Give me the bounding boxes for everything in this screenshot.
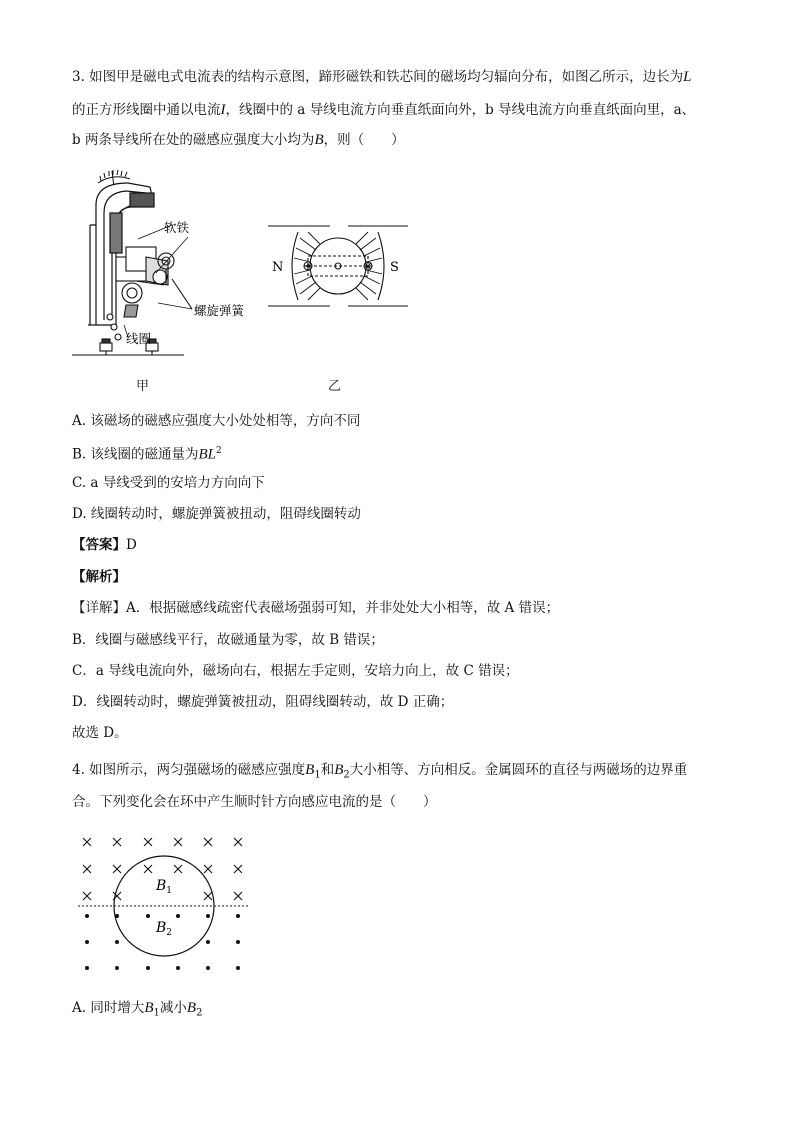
q4-option-a (72, 998, 202, 1024)
dot-marker (85, 914, 89, 918)
option-b-sup: 2 (216, 446, 222, 456)
analysis-label: 【解析】 (72, 569, 126, 585)
var-I: I (220, 102, 226, 118)
figure-jia-galvanometer (68, 165, 248, 365)
q3-line-3 (72, 130, 405, 150)
q3-text: 3. 如图甲是磁电式电流表的结构示意图，蹄形磁铁和铁芯间的磁场均匀辐向分布，如图乙所示，边长为 (72, 69, 684, 85)
n-pole-face (292, 232, 298, 300)
dot-marker (206, 966, 210, 970)
option-b-text: B. 该线圈的磁通量为 (72, 446, 199, 463)
cross-marker (113, 838, 121, 846)
q3-text: ，线圈中的 a 导线电流方向垂直纸面向外，b 导线电流方向垂直纸面向里，a、 (225, 102, 696, 118)
q4-option-a-mid: 减小 (159, 1000, 187, 1016)
q4-option-a-b2-sub: 2 (196, 1007, 203, 1019)
option-b (72, 441, 222, 465)
label-coil: 线圈 (126, 331, 152, 346)
wire-a-dot (307, 265, 309, 267)
q3-line-2 (72, 100, 695, 120)
q4-text: 4. 如图所示，两匀强磁场的磁感应强度 (72, 762, 306, 778)
dot-marker (236, 940, 240, 944)
q4-option-a-b1: B (144, 1000, 154, 1016)
dot-marker (236, 914, 240, 918)
option-b-expr: BL (198, 446, 217, 463)
q3-text: b 两条导线所在处的磁感应强度大小均为 (72, 132, 315, 148)
cross-marker (174, 838, 182, 846)
q4-option-a-b1-sub: 1 (153, 1007, 160, 1019)
var-B2-sub: 2 (343, 769, 350, 781)
cross-marker (204, 838, 212, 846)
label-n-pole: N (272, 260, 284, 275)
option-d: D. 线圈转动时，螺旋弹簧被扭动，阻碍线圈转动 (72, 506, 361, 522)
dot-marker (176, 966, 180, 970)
caption-jia: 甲 (136, 379, 150, 394)
figure-q4-magnetic-fields (72, 830, 252, 980)
dot-marker (85, 940, 89, 944)
q3-text: ，则（ ） (323, 132, 405, 148)
var-B1-sub: 1 (314, 769, 321, 781)
label-spring: 螺旋弹簧 (194, 303, 245, 318)
detail-line-1: 【详解】A．根据磁感线疏密代表磁场强弱可知，并非处处大小相等，故 A 错误； (72, 600, 560, 616)
detail-line-2: B．线圈与磁感线平行，故磁通量为零，故 B 错误； (72, 632, 384, 648)
dot-marker (146, 966, 150, 970)
detail-line-3: C．a 导线电流向外，磁场向右，根据左手定则，安培力向上，故 C 错误； (72, 663, 519, 679)
figure-yi-radial-field (264, 218, 414, 314)
cross-marker (83, 865, 91, 873)
answer (72, 535, 137, 555)
q4-text: 和 (320, 762, 335, 778)
conclusion: 故选 D。 (72, 725, 128, 741)
q3-text: 的正方形线圈中通以电流 (72, 102, 221, 118)
var-B2: B (334, 762, 344, 778)
answer-value: D (126, 537, 137, 553)
cross-marker (174, 865, 182, 873)
q4-line-1 (72, 760, 687, 786)
label-soft-iron: 软铁 (164, 220, 190, 235)
q4-text: 大小相等、方向相反。金属圆环的直径与两磁场的边界重 (349, 762, 688, 778)
cross-marker (83, 892, 91, 900)
dot-marker (115, 940, 119, 944)
q4-option-a-text: A. 同时增大 (72, 1000, 145, 1016)
dot-marker (85, 966, 89, 970)
cross-marker (234, 865, 242, 873)
caption-yi: 乙 (328, 379, 342, 394)
detail-line-4: D．线圈转动时，螺旋弹簧被扭动，阻碍线圈转动，故 D 正确； (72, 694, 454, 710)
answer-label: 【答案】 (72, 537, 126, 553)
cross-marker (144, 838, 152, 846)
cross-marker (144, 865, 152, 873)
cross-marker (204, 892, 212, 900)
var-L: L (683, 69, 692, 85)
dot-marker (115, 966, 119, 970)
label-b1: $B_1$ (156, 878, 173, 896)
dot-marker (206, 914, 210, 918)
dot-marker (176, 914, 180, 918)
label-b2: $B_2$ (156, 920, 173, 938)
option-a: A. 该磁场的磁感应强度大小处处相等，方向不同 (72, 413, 361, 429)
var-B: B (314, 132, 324, 148)
cross-marker (113, 865, 121, 873)
var-B1: B (305, 762, 315, 778)
q3-line-1 (72, 67, 692, 87)
iron-core-circle (310, 238, 366, 294)
cross-marker (234, 892, 242, 900)
dot-marker (146, 914, 150, 918)
s-pole-face (378, 232, 384, 300)
label-s-pole: S (390, 260, 399, 275)
q4-line-2: 合。下列变化会在环中产生顺时针方向感应电流的是（ ） (72, 794, 437, 810)
option-c: C. a 导线受到的安培力方向向下 (72, 475, 265, 491)
dot-marker (206, 940, 210, 944)
dot-marker (236, 966, 240, 970)
q4-option-a-b2: B (186, 1000, 197, 1016)
cross-marker (83, 838, 91, 846)
cross-marker (234, 838, 242, 846)
cross-marker (204, 865, 212, 873)
spring-leader (158, 303, 192, 309)
